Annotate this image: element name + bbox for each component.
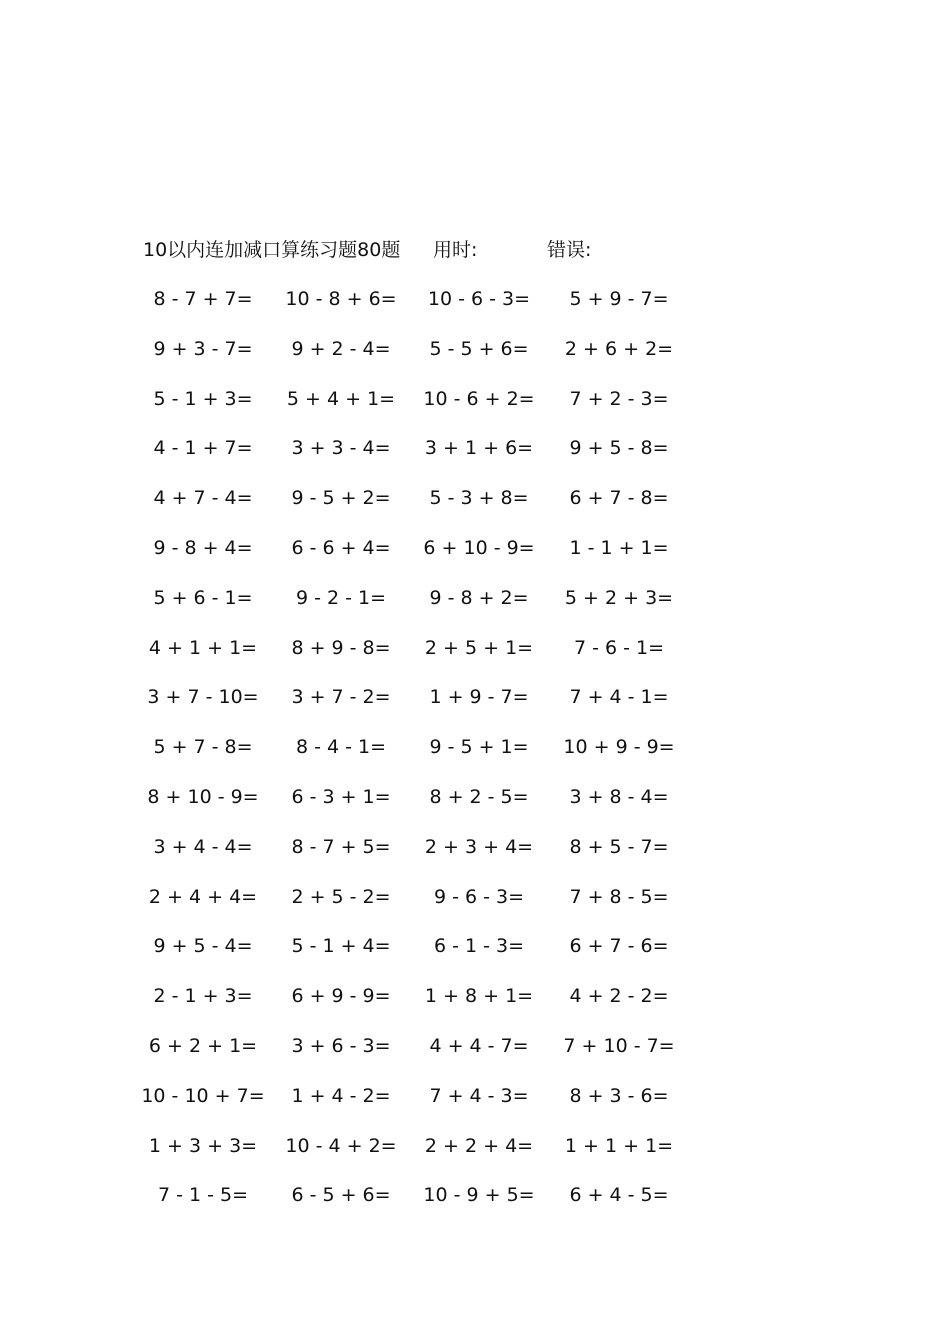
error-count-label: 错误:	[547, 239, 592, 261]
problem-cell: 7 - 6 - 1=	[573, 636, 665, 659]
problem-cell: 9 + 3 - 7=	[153, 337, 253, 360]
problem-cell: 8 + 3 - 6=	[569, 1084, 669, 1107]
problem-cell: 1 + 9 - 7=	[429, 686, 529, 709]
problem-cell: 7 + 2 - 3=	[569, 387, 669, 410]
problem-cell: 1 + 1 + 1=	[564, 1134, 674, 1157]
problem-cell: 9 - 8 + 4=	[153, 536, 253, 559]
problem-cell: 5 - 3 + 8=	[429, 487, 529, 510]
problem-cell: 8 - 7 + 7=	[153, 288, 253, 310]
problem-cell: 5 + 7 - 8=	[153, 736, 253, 759]
problem-cell: 7 - 1 - 5=	[157, 1184, 249, 1207]
problem-cell: 4 + 2 - 2=	[569, 985, 669, 1008]
problem-cell: 7 + 8 - 5=	[569, 885, 669, 908]
problem-cell: 3 + 3 - 4=	[291, 437, 391, 460]
problem-cell: 10 - 8 + 6=	[285, 288, 397, 310]
problem-cell: 9 - 8 + 2=	[429, 586, 529, 609]
problem-row	[136, 832, 696, 882]
problem-row	[136, 633, 696, 683]
problem-row	[136, 882, 696, 932]
problem-cell: 5 + 4 + 1=	[286, 387, 396, 410]
problem-cell: 6 - 3 + 1=	[291, 785, 391, 808]
problem-cell: 6 + 10 - 9=	[423, 536, 535, 559]
problem-row	[136, 981, 696, 1031]
problem-row	[136, 483, 696, 533]
problem-cell: 3 + 6 - 3=	[291, 1034, 391, 1057]
problem-cell: 6 - 1 - 3=	[433, 935, 525, 958]
problem-row	[136, 1131, 696, 1181]
problem-row	[136, 1180, 696, 1230]
problem-cell: 6 - 5 + 6=	[291, 1184, 391, 1207]
problem-row	[136, 284, 696, 334]
problem-row	[136, 384, 696, 434]
problem-cell: 3 + 7 - 2=	[291, 686, 391, 709]
problem-cell: 5 + 9 - 7=	[569, 288, 669, 310]
problem-cell: 3 + 8 - 4=	[569, 785, 669, 808]
problem-cell: 9 + 5 - 4=	[153, 935, 253, 958]
problem-cell: 6 + 2 + 1=	[148, 1034, 258, 1057]
problem-cell: 3 + 4 - 4=	[153, 835, 253, 858]
problem-cell: 6 + 7 - 6=	[569, 935, 669, 958]
problem-row	[136, 732, 696, 782]
problem-cell: 1 - 1 + 1=	[569, 536, 669, 559]
problem-cell: 4 + 4 - 7=	[429, 1034, 529, 1057]
problem-grid	[136, 284, 696, 1230]
problem-cell: 4 - 1 + 7=	[153, 437, 253, 460]
problem-cell: 2 + 4 + 4=	[148, 885, 258, 908]
problem-cell: 4 + 1 + 1=	[148, 636, 258, 659]
problem-cell: 8 + 9 - 8=	[291, 636, 391, 659]
problem-cell: 9 - 5 + 1=	[429, 736, 529, 759]
worksheet-title: 10以内连加减口算练习题80题	[143, 239, 401, 261]
problem-cell: 8 - 4 - 1=	[295, 736, 387, 759]
problem-cell: 5 - 5 + 6=	[429, 337, 529, 360]
problem-cell: 8 + 2 - 5=	[429, 785, 529, 808]
problem-cell: 6 - 6 + 4=	[291, 536, 391, 559]
problem-cell: 9 + 2 - 4=	[291, 337, 391, 360]
problem-cell: 10 - 9 + 5=	[423, 1184, 535, 1207]
problem-row	[136, 533, 696, 583]
problem-cell: 6 + 9 - 9=	[291, 985, 391, 1008]
problem-cell: 2 + 5 - 2=	[291, 885, 391, 908]
problem-cell: 9 - 5 + 2=	[291, 487, 391, 510]
problem-cell: 1 + 3 + 3=	[148, 1134, 258, 1157]
problem-cell: 8 + 10 - 9=	[147, 785, 259, 808]
problem-cell: 5 + 2 + 3=	[564, 586, 674, 609]
problem-cell: 5 - 1 + 4=	[291, 935, 391, 958]
problem-cell: 2 + 6 + 2=	[564, 337, 674, 360]
problem-cell: 2 + 5 + 1=	[424, 636, 534, 659]
problem-row	[136, 1081, 696, 1131]
problem-row	[136, 334, 696, 384]
problem-cell: 9 - 6 - 3=	[433, 885, 525, 908]
problem-cell: 8 + 5 - 7=	[569, 835, 669, 858]
problem-cell: 2 + 2 + 4=	[424, 1134, 534, 1157]
problem-cell: 10 - 6 - 3=	[427, 288, 531, 310]
problem-cell: 9 + 5 - 8=	[569, 437, 669, 460]
problem-row	[136, 782, 696, 832]
problem-cell: 3 + 1 + 6=	[424, 437, 534, 460]
problem-cell: 5 - 1 + 3=	[153, 387, 253, 410]
problem-cell: 1 + 8 + 1=	[424, 985, 534, 1008]
problem-cell: 6 + 7 - 8=	[569, 487, 669, 510]
problem-cell: 8 - 7 + 5=	[291, 835, 391, 858]
problem-row	[136, 1031, 696, 1081]
problem-cell: 10 - 10 + 7=	[141, 1084, 265, 1107]
worksheet-header	[143, 236, 743, 264]
problem-cell: 7 + 10 - 7=	[563, 1034, 675, 1057]
problem-row	[136, 583, 696, 633]
problem-cell: 5 + 6 - 1=	[153, 586, 253, 609]
problem-row	[136, 433, 696, 483]
problem-cell: 7 + 4 - 1=	[569, 686, 669, 709]
problem-cell: 2 + 3 + 4=	[424, 835, 534, 858]
problem-row	[136, 682, 696, 732]
problem-cell: 10 + 9 - 9=	[563, 736, 675, 759]
time-used-label: 用时:	[433, 239, 478, 261]
problem-cell: 10 - 6 + 2=	[423, 387, 535, 410]
problem-cell: 7 + 4 - 3=	[429, 1084, 529, 1107]
problem-cell: 3 + 7 - 10=	[147, 686, 259, 709]
problem-cell: 1 + 4 - 2=	[291, 1084, 391, 1107]
problem-cell: 6 + 4 - 5=	[569, 1184, 669, 1207]
problem-cell: 2 - 1 + 3=	[153, 985, 253, 1008]
problem-cell: 9 - 2 - 1=	[295, 586, 387, 609]
problem-cell: 4 + 7 - 4=	[153, 487, 253, 510]
problem-cell: 10 - 4 + 2=	[285, 1134, 397, 1157]
problem-row	[136, 931, 696, 981]
